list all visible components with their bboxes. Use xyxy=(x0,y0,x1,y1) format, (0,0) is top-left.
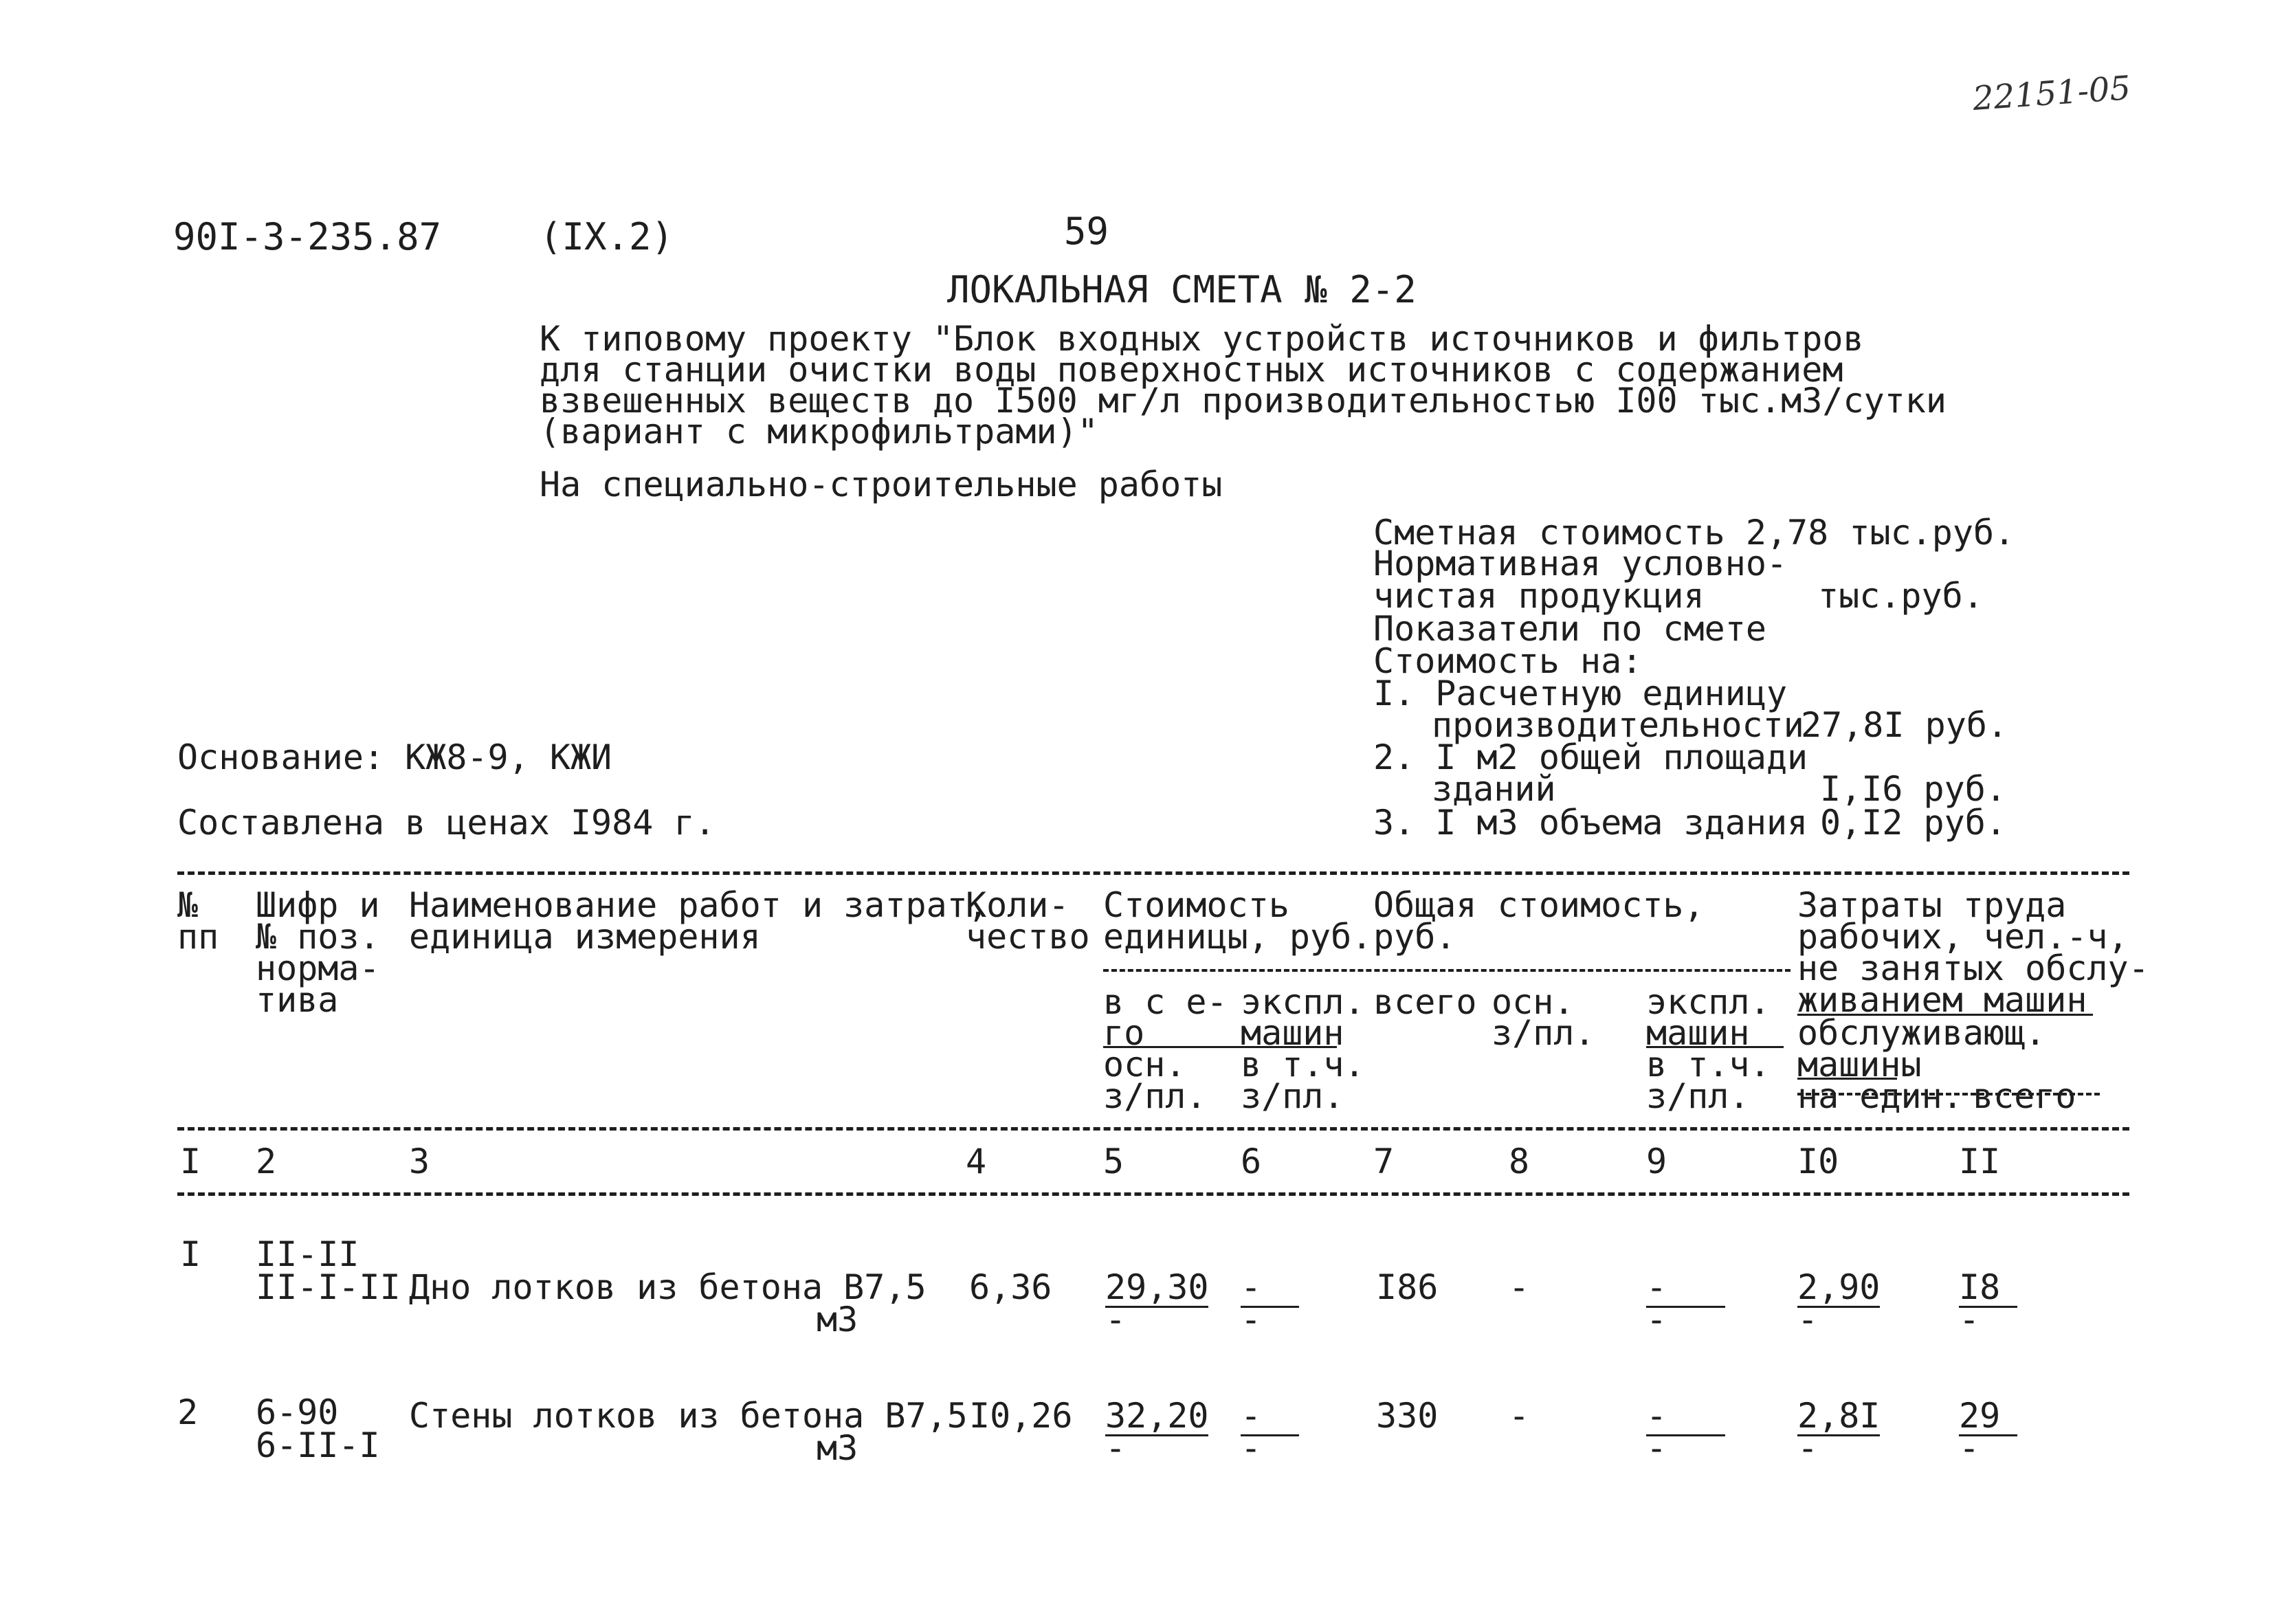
row2-total-mach-sub: - xyxy=(1646,1428,1667,1468)
normative-product-line1: Нормативная условно- xyxy=(1373,544,1788,583)
hdr-code-1: Шифр и xyxy=(256,885,380,925)
row2-labor-unit-sub: - xyxy=(1797,1428,1819,1468)
cost-on-heading: Стоимость на: xyxy=(1373,641,1643,681)
basis-line: Основание: КЖ8-9, КЖИ xyxy=(177,737,612,777)
hdr-c9-1: экспл. xyxy=(1646,982,1771,1022)
row2-num: 2 xyxy=(177,1392,199,1432)
row2-labor-total: 29 xyxy=(1959,1396,2001,1436)
row2-unit-total: 32,20 xyxy=(1105,1396,1209,1436)
hdr-c6-4: з/пл. xyxy=(1241,1076,1344,1116)
hdr-totalcost-2: руб. xyxy=(1373,917,1456,957)
row2-qty: I0,26 xyxy=(969,1396,1073,1436)
row2-labor-total-sub: - xyxy=(1959,1428,1980,1468)
hdr-c8-2: з/пл. xyxy=(1492,1013,1595,1053)
row2-total-wage: - xyxy=(1509,1396,1530,1436)
row1-unit: м3 xyxy=(817,1300,858,1339)
hdr-c5-2: го xyxy=(1103,1013,1145,1053)
hdr-c11: всего xyxy=(1973,1076,2076,1116)
hdr-c9-2: машин xyxy=(1646,1013,1750,1053)
hdr-c6-1: экспл. xyxy=(1241,982,1365,1022)
hdr-c6-2: машин xyxy=(1241,1013,1344,1053)
subject-line-3: взвешенных веществ до I500 мг/л производительностью I00 тыс.м3/сутки xyxy=(540,381,1947,421)
page-number: 59 xyxy=(1064,210,1109,253)
row1-name: Дно лотков из бетона В7,5 xyxy=(409,1267,927,1307)
row1-code-a: II-II xyxy=(256,1234,359,1274)
row2-labor-unit: 2,8I xyxy=(1797,1396,1881,1436)
row2-code-b: 6-II-I xyxy=(256,1425,380,1465)
row1-unit-mach-sub: - xyxy=(1241,1300,1262,1339)
row1-unit-mach: - xyxy=(1241,1267,1262,1307)
section-code: (IX.2) xyxy=(540,215,674,258)
subject-line-4: (вариант с микрофильтрами)" xyxy=(540,412,1098,452)
indicator-1-value: 27,8I руб. xyxy=(1801,705,2008,745)
hdr-labor-1: Затраты труда xyxy=(1797,885,2067,925)
row1-unit-total-sub: - xyxy=(1105,1300,1127,1339)
prices-line: Составлена в ценах I984 г. xyxy=(177,803,716,843)
row1-labor-unit-sub: - xyxy=(1797,1300,1819,1339)
hdr-labor-5: обслуживающ. xyxy=(1797,1013,2046,1053)
hdr-c5-3: осн. xyxy=(1103,1045,1186,1084)
row1-labor-total-sub: - xyxy=(1959,1300,1980,1339)
hdr-code-4: тива xyxy=(256,980,339,1020)
row2-name: Стены лотков из бетона В7,5 xyxy=(409,1396,968,1436)
hdr-c8-1: осн. xyxy=(1492,982,1575,1022)
row2-code-a: 6-90 xyxy=(256,1392,339,1432)
hdr-unitcost-1: Стоимость xyxy=(1103,885,1289,925)
hdr-labor-2: рабочих, чел.-ч, xyxy=(1797,917,2129,957)
hdr-c7: всего xyxy=(1373,982,1477,1022)
indicator-1-label: I. Расчетную единицу xyxy=(1373,674,1788,713)
header-bottom-rule xyxy=(177,1127,2129,1131)
row1-total-wage: - xyxy=(1509,1267,1530,1307)
colnum-2: 2 xyxy=(256,1142,277,1181)
row2-unit-mach: - xyxy=(1241,1396,1262,1436)
indicator-2-sublabel: зданий xyxy=(1432,769,1556,809)
indicator-3-label: 3. I м3 объема здания xyxy=(1373,803,1808,843)
hdr-c9-4: з/пл. xyxy=(1646,1076,1750,1116)
row1-labor-total: I8 xyxy=(1959,1267,2001,1307)
row1-total-mach-sub: - xyxy=(1646,1300,1667,1339)
hdr-qty-2: чество xyxy=(966,917,1090,957)
subject-line-1: К типовому проекту "Блок входных устройств источников и фильтров xyxy=(540,319,1864,359)
colnum-11: II xyxy=(1959,1142,2001,1181)
indicators-heading: Показатели по смете xyxy=(1373,609,1766,649)
colnum-4: 4 xyxy=(966,1142,987,1181)
hdr-totalcost-1: Общая стоимость, xyxy=(1373,885,1705,925)
colnum-7: 7 xyxy=(1373,1142,1395,1181)
hdr-num-2: пп xyxy=(177,917,219,957)
hdr-code-2: № поз. xyxy=(256,917,380,957)
hdr-name-1: Наименование работ и затрат, xyxy=(409,885,988,925)
row1-num: I xyxy=(180,1234,201,1274)
hdr-qty-1: Коли- xyxy=(966,885,1069,925)
work-type: На специально-строительные работы xyxy=(540,465,1223,504)
row1-qty: 6,36 xyxy=(969,1267,1052,1307)
hdr-c5-1: в с е- xyxy=(1103,982,1228,1022)
colnum-8: 8 xyxy=(1509,1142,1530,1181)
handwritten-archive-number: 22151-05 xyxy=(1971,69,2132,118)
indicator-2-label: 2. I м2 общей площади xyxy=(1373,737,1808,777)
row2-total: 330 xyxy=(1376,1396,1439,1436)
row1-unit-total: 29,30 xyxy=(1105,1267,1209,1307)
hdr-c10: на един. xyxy=(1797,1076,1963,1116)
hdr-labor-4: живанием машин xyxy=(1797,980,2087,1020)
hdr-c5-4: з/пл. xyxy=(1103,1076,1207,1116)
row2-unit: м3 xyxy=(817,1428,858,1468)
hdr-num-1: № xyxy=(177,885,199,925)
table-top-rule xyxy=(177,871,2129,875)
subheader-rule xyxy=(1103,969,1790,972)
colnum-9: 9 xyxy=(1646,1142,1667,1181)
indicator-1-sublabel: производительности xyxy=(1432,705,1804,745)
estimated-cost: Сметная стоимость 2,78 тыс.руб. xyxy=(1373,513,2015,553)
hdr-labor-3: не занятых обслу- xyxy=(1797,948,2149,988)
colnum-5: 5 xyxy=(1103,1142,1124,1181)
hdr-code-3: норма- xyxy=(256,948,380,988)
hdr-c9-3: в т.ч. xyxy=(1646,1045,1771,1084)
column-numbers-rule xyxy=(177,1192,2129,1196)
normative-product-unit: тыс.руб. xyxy=(1818,576,1984,616)
hdr-unitcost-2: единицы, руб. xyxy=(1103,917,1373,957)
colnum-3: 3 xyxy=(409,1142,430,1181)
hdr-labor-6: машины xyxy=(1797,1045,1922,1084)
subject-line-2: для станции очистки воды поверхностных источников с содержанием xyxy=(540,350,1843,390)
colnum-10: I0 xyxy=(1797,1142,1839,1181)
indicator-2-value: I,I6 руб. xyxy=(1820,769,2006,809)
colnum-6: 6 xyxy=(1241,1142,1262,1181)
row1-code-b: II-I-II xyxy=(256,1267,401,1307)
document-title: ЛОКАЛЬНАЯ СМЕТА № 2-2 xyxy=(947,268,1417,311)
row1-total-mach: - xyxy=(1646,1267,1667,1307)
hdr-name-2: единица измерения xyxy=(409,917,761,957)
normative-product-line2: чистая продукция xyxy=(1373,576,1705,616)
row1-labor-unit: 2,90 xyxy=(1797,1267,1881,1307)
row2-unit-total-sub: - xyxy=(1105,1428,1127,1468)
colnum-1: I xyxy=(180,1142,201,1181)
row1-total: I86 xyxy=(1376,1267,1439,1307)
row2-unit-mach-sub: - xyxy=(1241,1428,1262,1468)
project-code: 90I-3-235.87 xyxy=(173,215,442,258)
row2-total-mach: - xyxy=(1646,1396,1667,1436)
indicator-3-value: 0,I2 руб. xyxy=(1820,803,2006,843)
hdr-c6-3: в т.ч. xyxy=(1241,1045,1365,1084)
